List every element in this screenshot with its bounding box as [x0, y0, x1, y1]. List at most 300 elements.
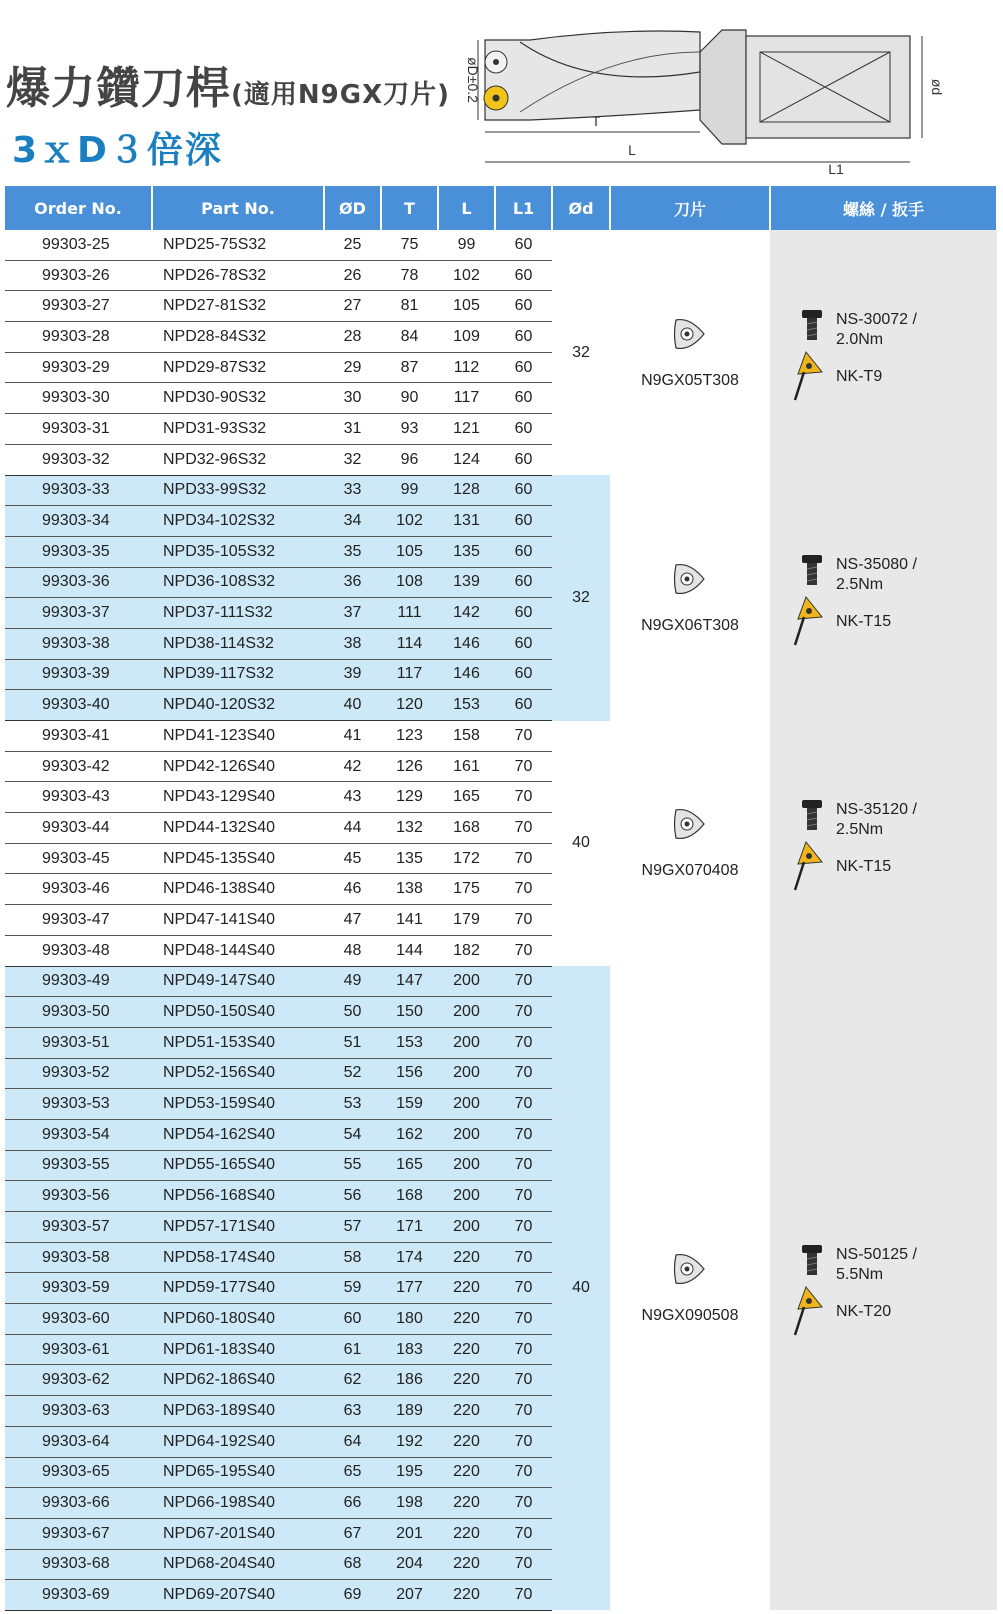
t-cell: 153 [381, 1027, 438, 1058]
d-cell: 46 [324, 874, 381, 905]
l1-cell: 60 [495, 444, 552, 475]
part-no-cell: NPD39-117S32 [152, 659, 324, 690]
l1-cell: 70 [495, 751, 552, 782]
order-no-cell: 99303-30 [5, 383, 152, 414]
t-cell: 189 [381, 1396, 438, 1427]
d-cell: 53 [324, 1089, 381, 1120]
order-no-cell: 99303-26 [5, 260, 152, 291]
t-cell: 126 [381, 751, 438, 782]
order-no-cell: 99303-43 [5, 782, 152, 813]
wrench-label: NK-T9 [836, 367, 883, 385]
l1-cell: 70 [495, 1273, 552, 1304]
insert-name: N9GX05T308 [641, 371, 739, 389]
l-cell: 161 [438, 751, 495, 782]
l-cell: 200 [438, 1027, 495, 1058]
part-no-cell: NPD28-84S32 [152, 322, 324, 353]
l-cell: 200 [438, 1119, 495, 1150]
l-cell: 139 [438, 567, 495, 598]
insert-icon [672, 806, 708, 842]
wrench-label: NK-T15 [836, 612, 892, 630]
l-cell: 102 [438, 260, 495, 291]
l-cell: 146 [438, 659, 495, 690]
d-cell: 37 [324, 598, 381, 629]
order-no-cell: 99303-46 [5, 874, 152, 905]
d-cell: 67 [324, 1518, 381, 1549]
l-cell: 175 [438, 874, 495, 905]
l-cell: 200 [438, 997, 495, 1028]
d-cell: 36 [324, 567, 381, 598]
l1-cell: 70 [495, 1242, 552, 1273]
insert-name: N9GX06T308 [641, 616, 739, 634]
col-T: T [381, 186, 438, 230]
t-cell: 141 [381, 905, 438, 936]
order-no-cell: 99303-40 [5, 690, 152, 721]
d-cell: 43 [324, 782, 381, 813]
insert-icon [672, 1251, 708, 1287]
part-no-cell: NPD60-180S40 [152, 1304, 324, 1335]
order-no-cell: 99303-29 [5, 352, 152, 383]
t-cell: 144 [381, 935, 438, 966]
l1-cell: 70 [495, 721, 552, 752]
t-cell: 87 [381, 352, 438, 383]
l-cell: 131 [438, 506, 495, 537]
col-screw-wrench: 螺絲 / 扳手 [770, 186, 997, 230]
l-cell: 99 [438, 230, 495, 260]
part-no-cell: NPD35-105S32 [152, 536, 324, 567]
spec-table [5, 186, 998, 1611]
t-cell: 108 [381, 567, 438, 598]
order-no-cell: 99303-44 [5, 813, 152, 844]
part-no-cell: NPD65-195S40 [152, 1457, 324, 1488]
l-cell: 117 [438, 383, 495, 414]
t-cell: 207 [381, 1580, 438, 1611]
page-title [6, 52, 450, 116]
order-no-cell: 99303-34 [5, 506, 152, 537]
l1-cell: 60 [495, 260, 552, 291]
d-cell: 41 [324, 721, 381, 752]
order-no-cell: 99303-62 [5, 1365, 152, 1396]
l-cell: 179 [438, 905, 495, 936]
insert-name: N9GX090508 [641, 1307, 739, 1325]
d-cell: 65 [324, 1457, 381, 1488]
table-body [5, 230, 997, 1610]
l-cell: 200 [438, 1058, 495, 1089]
l-cell: 105 [438, 291, 495, 322]
part-no-cell: NPD59-177S40 [152, 1273, 324, 1304]
screw-wrench-cell [770, 721, 997, 967]
l1-cell: 60 [495, 690, 552, 721]
t-cell: 84 [381, 322, 438, 353]
d-cell: 63 [324, 1396, 381, 1427]
d-cell: 35 [324, 536, 381, 567]
l1-cell: 60 [495, 567, 552, 598]
d-cell: 33 [324, 475, 381, 506]
order-no-cell: 99303-28 [5, 322, 152, 353]
order-no-cell: 99303-67 [5, 1518, 152, 1549]
t-cell: 81 [381, 291, 438, 322]
part-no-cell: NPD25-75S32 [152, 230, 324, 260]
part-no-cell: NPD29-87S32 [152, 352, 324, 383]
t-cell: 105 [381, 536, 438, 567]
screw-icon [798, 798, 826, 839]
d-cell: 44 [324, 813, 381, 844]
part-no-cell: NPD40-120S32 [152, 690, 324, 721]
part-no-cell: NPD47-141S40 [152, 905, 324, 936]
part-no-cell: NPD38-114S32 [152, 628, 324, 659]
l1-cell: 70 [495, 905, 552, 936]
dim-T-label: T [591, 113, 601, 129]
order-no-cell: 99303-35 [5, 536, 152, 567]
col-order-no: Order No. [5, 186, 152, 230]
order-no-cell: 99303-53 [5, 1089, 152, 1120]
part-no-cell: NPD33-99S32 [152, 475, 324, 506]
insert-icon [672, 561, 708, 597]
t-cell: 96 [381, 444, 438, 475]
t-cell: 111 [381, 598, 438, 629]
order-no-cell: 99303-52 [5, 1058, 152, 1089]
l-cell: 220 [438, 1365, 495, 1396]
order-no-cell: 99303-60 [5, 1304, 152, 1335]
order-no-cell: 99303-54 [5, 1119, 152, 1150]
d-cell: 52 [324, 1058, 381, 1089]
order-no-cell: 99303-64 [5, 1426, 152, 1457]
order-no-cell: 99303-48 [5, 935, 152, 966]
l1-cell: 60 [495, 352, 552, 383]
l-cell: 220 [438, 1242, 495, 1273]
t-cell: 117 [381, 659, 438, 690]
order-no-cell: 99303-49 [5, 966, 152, 997]
page-subtitle: 3ｘD３倍深 [12, 130, 223, 171]
order-no-cell: 99303-27 [5, 291, 152, 322]
d-cell: 62 [324, 1365, 381, 1396]
drill-holder-drawing [460, 12, 980, 182]
order-no-cell: 99303-32 [5, 444, 152, 475]
t-cell: 204 [381, 1549, 438, 1580]
order-no-cell: 99303-37 [5, 598, 152, 629]
l1-cell: 60 [495, 383, 552, 414]
l1-cell: 70 [495, 997, 552, 1028]
wrench-icon [792, 1285, 826, 1342]
l-cell: 135 [438, 536, 495, 567]
l1-cell: 60 [495, 230, 552, 260]
l-cell: 220 [438, 1396, 495, 1427]
l-cell: 121 [438, 414, 495, 445]
d-cell: 56 [324, 1181, 381, 1212]
part-no-cell: NPD50-150S40 [152, 997, 324, 1028]
insert-cell [610, 230, 770, 475]
wrench-label: NK-T15 [836, 858, 892, 876]
d-cell: 40 [324, 690, 381, 721]
t-cell: 198 [381, 1488, 438, 1519]
l-cell: 200 [438, 1212, 495, 1243]
part-no-cell: NPD66-198S40 [152, 1488, 324, 1519]
part-no-cell: NPD32-96S32 [152, 444, 324, 475]
part-no-cell: NPD62-186S40 [152, 1365, 324, 1396]
d-cell: 51 [324, 1027, 381, 1058]
part-no-cell: NPD46-138S40 [152, 874, 324, 905]
d-cell: 30 [324, 383, 381, 414]
order-no-cell: 99303-69 [5, 1580, 152, 1611]
l1-cell: 70 [495, 1181, 552, 1212]
part-no-cell: NPD54-162S40 [152, 1119, 324, 1150]
d-cell: 28 [324, 322, 381, 353]
l-cell: 200 [438, 1089, 495, 1120]
l1-cell: 70 [495, 1212, 552, 1243]
t-cell: 120 [381, 690, 438, 721]
d-cell: 60 [324, 1304, 381, 1335]
d-cell: 64 [324, 1426, 381, 1457]
part-no-cell: NPD67-201S40 [152, 1518, 324, 1549]
table-row [5, 475, 997, 506]
part-no-cell: NPD41-123S40 [152, 721, 324, 752]
t-cell: 174 [381, 1242, 438, 1273]
l1-cell: 70 [495, 1549, 552, 1580]
insert-cell [610, 966, 770, 1610]
col-insert: 刀片 [610, 186, 770, 230]
part-no-cell: NPD42-126S40 [152, 751, 324, 782]
l-cell: 220 [438, 1488, 495, 1519]
l-cell: 220 [438, 1518, 495, 1549]
d-cell: 39 [324, 659, 381, 690]
l-cell: 142 [438, 598, 495, 629]
screw-icon [798, 308, 826, 344]
d-cell: 26 [324, 260, 381, 291]
d-cell: 47 [324, 905, 381, 936]
col-d: Ød [552, 186, 610, 230]
part-no-cell: NPD26-78S32 [152, 260, 324, 291]
l1-cell: 70 [495, 1426, 552, 1457]
order-no-cell: 99303-42 [5, 751, 152, 782]
order-no-cell: 99303-65 [5, 1457, 152, 1488]
d-cell: 50 [324, 997, 381, 1028]
part-no-cell: NPD63-189S40 [152, 1396, 324, 1427]
t-cell: 192 [381, 1426, 438, 1457]
l1-cell: 70 [495, 874, 552, 905]
l1-cell: 60 [495, 322, 552, 353]
l1-cell: 70 [495, 1396, 552, 1427]
part-no-cell: NPD56-168S40 [152, 1181, 324, 1212]
screw-label: NS-50125 / 5.5Nm [836, 1246, 917, 1284]
part-no-cell: NPD49-147S40 [152, 966, 324, 997]
order-no-cell: 99303-68 [5, 1549, 152, 1580]
part-no-cell: NPD52-156S40 [152, 1058, 324, 1089]
insert-cell [610, 721, 770, 967]
order-no-cell: 99303-58 [5, 1242, 152, 1273]
wrench-label: NK-T20 [836, 1303, 892, 1321]
order-no-cell: 99303-61 [5, 1334, 152, 1365]
d-cell: 49 [324, 966, 381, 997]
part-no-cell: NPD31-93S32 [152, 414, 324, 445]
screw-label: NS-35120 / 2.5Nm [836, 801, 917, 839]
l1-cell: 70 [495, 1457, 552, 1488]
order-no-cell: 99303-41 [5, 721, 152, 752]
t-cell: 138 [381, 874, 438, 905]
screw-label: NS-30072 / 2.0Nm [836, 310, 917, 348]
part-no-cell: NPD44-132S40 [152, 813, 324, 844]
dim-L-label: L [628, 142, 636, 158]
d-cell: 32 [324, 444, 381, 475]
l1-cell: 70 [495, 1488, 552, 1519]
t-cell: 183 [381, 1334, 438, 1365]
t-cell: 129 [381, 782, 438, 813]
d-cell: 69 [324, 1580, 381, 1611]
part-no-cell: NPD55-165S40 [152, 1150, 324, 1181]
t-cell: 171 [381, 1212, 438, 1243]
l-cell: 146 [438, 628, 495, 659]
t-cell: 165 [381, 1150, 438, 1181]
wrench-icon [792, 350, 826, 407]
screw-wrench-cell [770, 230, 997, 475]
t-cell: 177 [381, 1273, 438, 1304]
screw-wrench-cell [770, 475, 997, 721]
wrench-icon [792, 1285, 826, 1337]
l-cell: 109 [438, 322, 495, 353]
t-cell: 132 [381, 813, 438, 844]
l1-cell: 60 [495, 475, 552, 506]
table-row [5, 966, 997, 997]
l1-cell: 70 [495, 1089, 552, 1120]
t-cell: 78 [381, 260, 438, 291]
t-cell: 159 [381, 1089, 438, 1120]
dim-L1-label: L1 [828, 161, 844, 177]
part-no-cell: NPD64-192S40 [152, 1426, 324, 1457]
part-no-cell: NPD58-174S40 [152, 1242, 324, 1273]
l1-cell: 70 [495, 1150, 552, 1181]
l-cell: 128 [438, 475, 495, 506]
t-cell: 93 [381, 414, 438, 445]
order-no-cell: 99303-38 [5, 628, 152, 659]
d-cell: 25 [324, 230, 381, 260]
d-cell: 58 [324, 1242, 381, 1273]
l1-cell: 70 [495, 813, 552, 844]
t-cell: 186 [381, 1365, 438, 1396]
d-cell: 48 [324, 935, 381, 966]
l1-cell: 70 [495, 1058, 552, 1089]
l-cell: 200 [438, 966, 495, 997]
order-no-cell: 99303-39 [5, 659, 152, 690]
order-no-cell: 99303-33 [5, 475, 152, 506]
l1-cell: 70 [495, 1365, 552, 1396]
screw-label: NS-35080 / 2.5Nm [836, 555, 917, 593]
l1-cell: 60 [495, 414, 552, 445]
t-cell: 75 [381, 230, 438, 260]
l1-cell: 60 [495, 659, 552, 690]
l-cell: 200 [438, 1150, 495, 1181]
order-no-cell: 99303-36 [5, 567, 152, 598]
d-cell: 57 [324, 1212, 381, 1243]
title-main: 爆力鑽刀桿 [6, 63, 231, 114]
l1-cell: 60 [495, 506, 552, 537]
part-no-cell: NPD68-204S40 [152, 1549, 324, 1580]
t-cell: 180 [381, 1304, 438, 1335]
d-cell: 55 [324, 1150, 381, 1181]
screw-icon [798, 308, 826, 349]
table-row [5, 721, 997, 752]
screw-icon [798, 1243, 826, 1279]
order-no-cell: 99303-45 [5, 843, 152, 874]
l-cell: 182 [438, 935, 495, 966]
l1-cell: 70 [495, 782, 552, 813]
order-no-cell: 99303-56 [5, 1181, 152, 1212]
screw-icon [798, 553, 826, 594]
order-no-cell: 99303-31 [5, 414, 152, 445]
d-cell: 59 [324, 1273, 381, 1304]
l-cell: 220 [438, 1426, 495, 1457]
screw-icon [798, 1243, 826, 1284]
t-cell: 150 [381, 997, 438, 1028]
col-L: L [438, 186, 495, 230]
shank-d-cell: 40 [552, 721, 610, 967]
t-cell: 99 [381, 475, 438, 506]
l-cell: 220 [438, 1549, 495, 1580]
part-no-cell: NPD61-183S40 [152, 1334, 324, 1365]
d-cell: 61 [324, 1334, 381, 1365]
l1-cell: 70 [495, 1580, 552, 1611]
wrench-icon [792, 840, 826, 892]
part-no-cell: NPD69-207S40 [152, 1580, 324, 1611]
t-cell: 114 [381, 628, 438, 659]
screw-icon [798, 798, 826, 834]
d-cell: 45 [324, 843, 381, 874]
wrench-icon [792, 595, 826, 652]
order-no-cell: 99303-66 [5, 1488, 152, 1519]
l-cell: 153 [438, 690, 495, 721]
d-cell: 27 [324, 291, 381, 322]
insert-cell [610, 475, 770, 721]
part-no-cell: NPD37-111S32 [152, 598, 324, 629]
l1-cell: 70 [495, 966, 552, 997]
t-cell: 90 [381, 383, 438, 414]
t-cell: 147 [381, 966, 438, 997]
l1-cell: 60 [495, 628, 552, 659]
t-cell: 195 [381, 1457, 438, 1488]
l1-cell: 70 [495, 1518, 552, 1549]
d-cell: 29 [324, 352, 381, 383]
d-cell: 66 [324, 1488, 381, 1519]
l1-cell: 70 [495, 1119, 552, 1150]
part-no-cell: NPD45-135S40 [152, 843, 324, 874]
shank-d-cell: 32 [552, 475, 610, 721]
part-no-cell: NPD53-159S40 [152, 1089, 324, 1120]
t-cell: 162 [381, 1119, 438, 1150]
t-cell: 156 [381, 1058, 438, 1089]
part-no-cell: NPD34-102S32 [152, 506, 324, 537]
part-no-cell: NPD51-153S40 [152, 1027, 324, 1058]
dim-d-label: ød [929, 78, 945, 96]
l1-cell: 60 [495, 291, 552, 322]
l-cell: 158 [438, 721, 495, 752]
order-no-cell: 99303-63 [5, 1396, 152, 1427]
l1-cell: 70 [495, 935, 552, 966]
t-cell: 168 [381, 1181, 438, 1212]
d-cell: 34 [324, 506, 381, 537]
order-no-cell: 99303-50 [5, 997, 152, 1028]
d-cell: 38 [324, 628, 381, 659]
shank-d-cell: 32 [552, 230, 610, 475]
part-no-cell: NPD27-81S32 [152, 291, 324, 322]
col-part-no: Part No. [152, 186, 324, 230]
order-no-cell: 99303-47 [5, 905, 152, 936]
wrench-icon [792, 350, 826, 402]
insert-name: N9GX070408 [641, 862, 739, 880]
screw-wrench-cell [770, 966, 997, 1610]
col-D: ØD [324, 186, 381, 230]
order-no-cell: 99303-51 [5, 1027, 152, 1058]
screw-icon [798, 553, 826, 589]
part-no-cell: NPD48-144S40 [152, 935, 324, 966]
l-cell: 112 [438, 352, 495, 383]
d-cell: 68 [324, 1549, 381, 1580]
